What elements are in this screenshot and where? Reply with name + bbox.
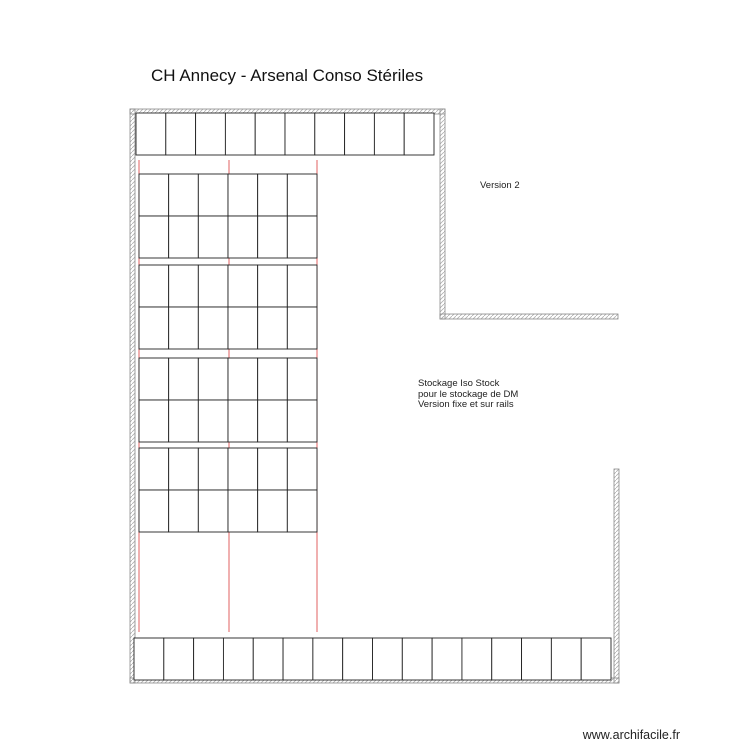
version-label: Version 2 bbox=[480, 180, 520, 191]
wall-segment bbox=[440, 109, 445, 319]
rack-cell bbox=[258, 448, 288, 490]
rack-cell bbox=[228, 216, 258, 258]
shelf-unit bbox=[223, 638, 253, 680]
rack-cell bbox=[228, 448, 258, 490]
wall-segment bbox=[440, 314, 618, 319]
rack-cell bbox=[287, 265, 317, 307]
rack-grid bbox=[139, 174, 317, 532]
rack-cell bbox=[139, 490, 169, 532]
rack-cell bbox=[228, 265, 258, 307]
bottom-shelf-row bbox=[134, 638, 611, 680]
shelf-unit bbox=[196, 113, 226, 155]
rack-cell bbox=[198, 174, 228, 216]
shelf-unit bbox=[373, 638, 403, 680]
rack-cell bbox=[139, 400, 169, 442]
rack-cell bbox=[139, 358, 169, 400]
rack-cell bbox=[287, 400, 317, 442]
rack-cell bbox=[169, 307, 199, 349]
rack-cell bbox=[258, 265, 288, 307]
shelf-unit bbox=[285, 113, 315, 155]
rack-cell bbox=[258, 400, 288, 442]
shelf-unit bbox=[343, 638, 373, 680]
shelf-unit bbox=[374, 113, 404, 155]
shelf-unit bbox=[164, 638, 194, 680]
shelf-unit bbox=[253, 638, 283, 680]
rack-cell bbox=[169, 358, 199, 400]
shelf-unit bbox=[404, 113, 434, 155]
rack-cell bbox=[169, 174, 199, 216]
rack-cell bbox=[139, 448, 169, 490]
shelf-unit bbox=[522, 638, 552, 680]
rack-cell bbox=[228, 400, 258, 442]
rack-cell bbox=[228, 358, 258, 400]
rack-cell bbox=[228, 174, 258, 216]
rack-cell bbox=[198, 265, 228, 307]
shelf-unit bbox=[194, 638, 224, 680]
rack-cell bbox=[287, 307, 317, 349]
shelf-unit bbox=[492, 638, 522, 680]
shelf-unit bbox=[462, 638, 492, 680]
rack-cell bbox=[258, 216, 288, 258]
rack-cell bbox=[198, 216, 228, 258]
rack-cell bbox=[287, 448, 317, 490]
shelf-unit bbox=[136, 113, 166, 155]
rack-cell bbox=[258, 358, 288, 400]
rack-cell bbox=[198, 448, 228, 490]
rack-cell bbox=[287, 490, 317, 532]
wall-segment bbox=[614, 469, 619, 683]
storage-note-line2: pour le stockage de DM bbox=[418, 388, 519, 400]
rack-cell bbox=[139, 174, 169, 216]
rack-cell bbox=[198, 358, 228, 400]
shelf-unit bbox=[134, 638, 164, 680]
wall-segment bbox=[130, 109, 135, 683]
top-shelf-row bbox=[136, 113, 434, 155]
shelf-unit bbox=[166, 113, 196, 155]
shelf-unit bbox=[313, 638, 343, 680]
rack-cell bbox=[228, 490, 258, 532]
rack-cell bbox=[139, 307, 169, 349]
rack-cell bbox=[169, 400, 199, 442]
rack-cell bbox=[198, 307, 228, 349]
shelf-unit bbox=[283, 638, 313, 680]
storage-note-line3: Version fixe et sur rails bbox=[418, 399, 514, 410]
storage-note-line1: Stockage Iso Stock bbox=[418, 378, 500, 389]
rack-cell bbox=[287, 216, 317, 258]
rack-cell bbox=[198, 490, 228, 532]
rack-cell bbox=[169, 448, 199, 490]
rack-cell bbox=[139, 265, 169, 307]
shelf-unit bbox=[402, 638, 432, 680]
shelf-unit bbox=[581, 638, 611, 680]
rack-cell bbox=[258, 174, 288, 216]
shelf-unit bbox=[345, 113, 375, 155]
rack-cell bbox=[139, 216, 169, 258]
storage-note bbox=[418, 379, 518, 411]
watermark: www.archifacile.fr bbox=[582, 728, 680, 742]
plan-title: CH Annecy - Arsenal Conso Stériles bbox=[151, 66, 424, 85]
rack-cell bbox=[258, 490, 288, 532]
rack-cell bbox=[287, 174, 317, 216]
rack-cell bbox=[228, 307, 258, 349]
rack-cell bbox=[198, 400, 228, 442]
rack-cell bbox=[169, 216, 199, 258]
shelf-unit bbox=[551, 638, 581, 680]
shelf-unit bbox=[255, 113, 285, 155]
rack-cell bbox=[169, 265, 199, 307]
shelf-unit bbox=[432, 638, 462, 680]
rack-cell bbox=[287, 358, 317, 400]
rack-cell bbox=[258, 307, 288, 349]
rack-cell bbox=[169, 490, 199, 532]
shelf-unit bbox=[225, 113, 255, 155]
shelf-unit bbox=[315, 113, 345, 155]
